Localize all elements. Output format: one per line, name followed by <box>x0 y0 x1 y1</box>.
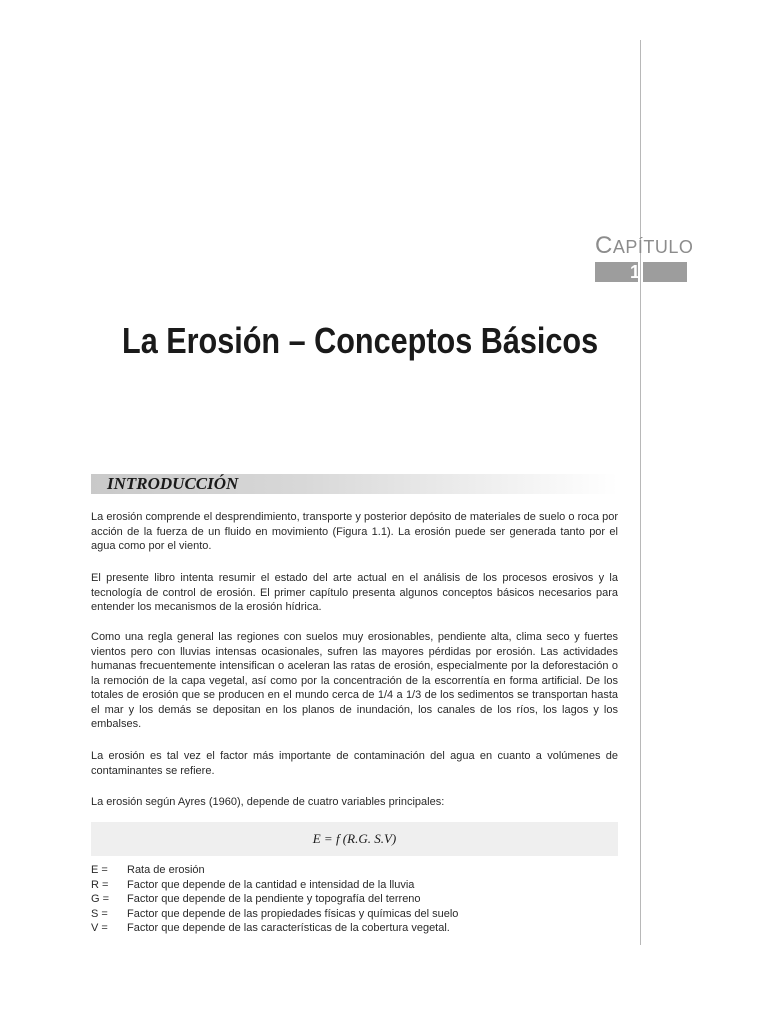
variable-description: Factor que depende de la pendiente y topografía del terreno <box>127 893 421 906</box>
variable-key: R = <box>91 878 109 891</box>
variable-key: E = <box>91 864 108 876</box>
variable-description: Rata de erosión <box>127 864 205 876</box>
chapter-label-rest: APÍTULO <box>612 237 694 257</box>
formula-box <box>91 822 618 856</box>
paragraph-4: La erosión es tal vez el factor más importante de contaminación del agua en cuanto a volúmenes de contaminantes se refiere. <box>91 750 618 777</box>
variable-item <box>91 921 618 936</box>
page-title: La Erosión – Conceptos Básicos <box>122 320 599 361</box>
variable-list <box>91 863 618 936</box>
variable-description: Factor que depende de las propiedades físicas y químicas del suelo <box>127 907 459 920</box>
section-title: INTRODUCCIÓN <box>107 474 239 493</box>
chapter-number: 1 <box>629 262 640 282</box>
variable-description: Factor que depende de las características de la cobertura vegetal. <box>127 922 450 935</box>
margin-rule <box>640 40 641 945</box>
chapter-label <box>595 232 715 260</box>
erosion-formula: E = f (R.G. S.V) <box>312 831 397 846</box>
chapter-label-initial: C <box>595 232 613 259</box>
variable-item <box>91 907 618 922</box>
paragraph-2: El presente libro intenta resumir el estado del arte actual en el análisis de los procesos erosivos y la tecnología de control de erosión. El primer capítulo presenta algunos conceptos básicos necesarios para entender los mecanismos de la erosión hídrica. <box>91 572 618 613</box>
variable-key: V = <box>91 922 108 935</box>
variable-item <box>91 863 618 878</box>
variable-key: G = <box>91 893 110 906</box>
variable-key: S = <box>91 907 108 920</box>
variable-item <box>91 878 618 893</box>
variable-description: Factor que depende de la cantidad e intensidad de la lluvia <box>127 878 415 891</box>
chapter-number-box-right <box>643 262 687 282</box>
paragraph-5: La erosión según Ayres (1960), depende de cuatro variables principales: <box>91 796 445 808</box>
paragraph-3: Como una regla general las regiones con suelos muy erosionables, pendiente alta, clima seco y fuertes vientos pero con lluvias intensas ocasionales, sufren las mayores pérdidas por erosión. Las actividades humanas frecuentemente intensifican o aceleran las ratas de erosión, especialmente por la deforestación o la remoción de la capa vegetal, así como por la concentración de la escorrentía en forma artificial. De los totales de erosión que se producen en el mundo cerca de 1/4 a 1/3 de los sedimentos se transportan hasta el mar y los demás se depositan en los planos de inundación, los canales de los ríos, los lagos y los embalses. <box>91 631 618 730</box>
variable-item <box>91 892 618 907</box>
paragraph-1: La erosión comprende el desprendimiento, transporte y posterior depósito de materiales de suelo o roca por acción de la fuerza de un fluido en movimiento (Figura 1.1). La erosión puede ser generada tanto por el agua como por el viento. <box>91 511 618 552</box>
